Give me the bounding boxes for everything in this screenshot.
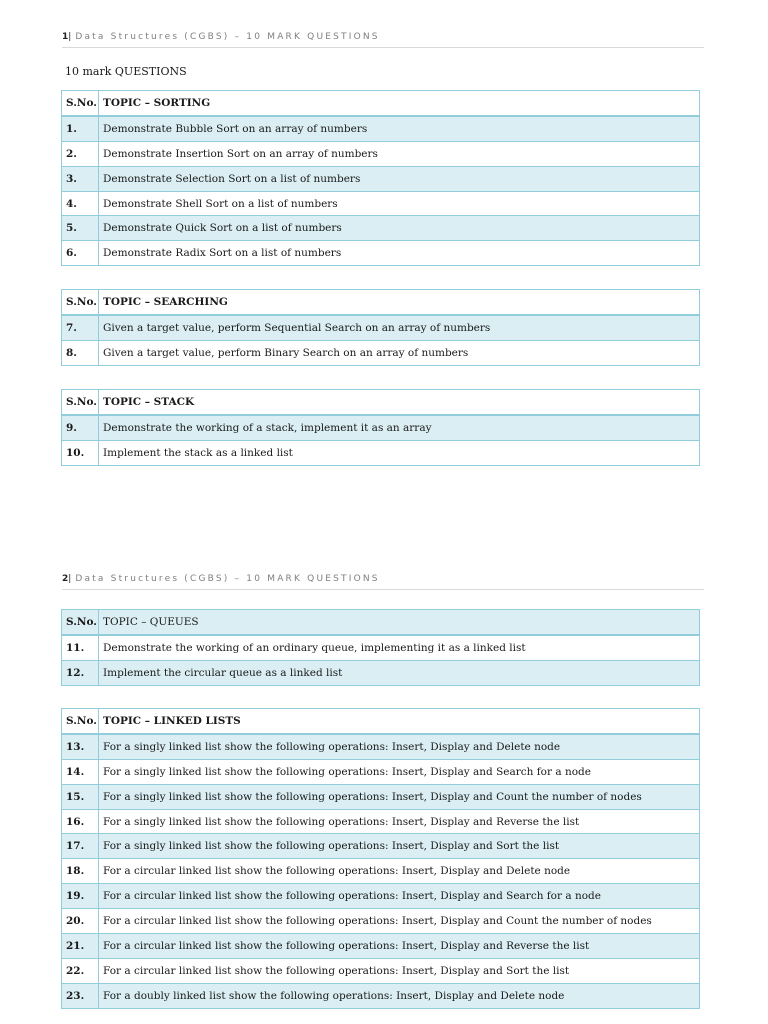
topic-header: TOPIC – LINKED LISTS <box>99 709 700 734</box>
table-row <box>62 660 700 685</box>
question-number: 4. <box>62 191 99 216</box>
header-title: Data Structures (CGBS) – 10 MARK QUESTIONS <box>75 574 380 584</box>
question-text: Demonstrate Shell Sort on a list of numbers <box>99 191 700 216</box>
topic-header: TOPIC – SEARCHING <box>99 290 700 315</box>
header-title: Data Structures (CGBS) – 10 MARK QUESTIONS <box>75 32 380 42</box>
linked-lists-table <box>61 708 700 1009</box>
question-number: 17. <box>62 834 99 859</box>
queues-table <box>61 609 700 686</box>
question-number: 19. <box>62 884 99 909</box>
table-row <box>62 859 700 884</box>
question-text: Implement the stack as a linked list <box>99 440 700 465</box>
question-number: 2. <box>62 141 99 166</box>
table-row <box>62 809 700 834</box>
question-number: 12. <box>62 660 99 685</box>
table-row <box>62 440 700 465</box>
table-header-row <box>62 709 700 734</box>
table-row <box>62 834 700 859</box>
question-number: 10. <box>62 440 99 465</box>
question-text: For a singly linked list show the following operations: Insert, Display and Sort the list <box>99 834 700 859</box>
question-text: Demonstrate Insertion Sort on an array of numbers <box>99 141 700 166</box>
question-number: 20. <box>62 909 99 934</box>
question-number: 8. <box>62 340 99 365</box>
question-number: 1. <box>62 116 99 141</box>
page-number: 1 <box>62 32 69 42</box>
question-text: For a circular linked list show the following operations: Insert, Display and Reverse the list <box>99 934 700 959</box>
question-number: 23. <box>62 983 99 1008</box>
table-row <box>62 340 700 365</box>
question-number: 15. <box>62 784 99 809</box>
table-header-row <box>62 290 700 315</box>
page-number: 2 <box>62 574 69 584</box>
intro-heading: 10 mark QUESTIONS <box>65 65 187 78</box>
table-row <box>62 241 700 266</box>
question-text: Demonstrate the working of an ordinary queue, implementing it as a linked list <box>99 635 700 660</box>
question-number: 13. <box>62 734 99 759</box>
question-text: For a singly linked list show the following operations: Insert, Display and Delete node <box>99 734 700 759</box>
sno-header: S.No. <box>62 709 99 734</box>
table-row <box>62 734 700 759</box>
topic-header: TOPIC – STACK <box>99 390 700 415</box>
question-number: 5. <box>62 216 99 241</box>
question-text: Demonstrate Bubble Sort on an array of numbers <box>99 116 700 141</box>
question-number: 7. <box>62 315 99 340</box>
table-row <box>62 958 700 983</box>
header-separator: | <box>68 32 72 42</box>
table-row <box>62 166 700 191</box>
question-text: For a circular linked list show the following operations: Insert, Display and Search for a node <box>99 884 700 909</box>
question-number: 18. <box>62 859 99 884</box>
table-row <box>62 415 700 440</box>
question-text: Demonstrate Radix Sort on a list of numbers <box>99 241 700 266</box>
question-number: 9. <box>62 415 99 440</box>
sno-header: S.No. <box>62 290 99 315</box>
question-text: For a singly linked list show the following operations: Insert, Display and Reverse the list <box>99 809 700 834</box>
question-text: For a singly linked list show the following operations: Insert, Display and Count the number of nodes <box>99 784 700 809</box>
question-text: Implement the circular queue as a linked list <box>99 660 700 685</box>
table-header-row <box>62 91 700 116</box>
table-row <box>62 909 700 934</box>
question-number: 14. <box>62 759 99 784</box>
sno-header: S.No. <box>62 610 99 635</box>
question-text: Given a target value, perform Binary Search on an array of numbers <box>99 340 700 365</box>
question-text: For a circular linked list show the following operations: Insert, Display and Sort the list <box>99 958 700 983</box>
table-row <box>62 141 700 166</box>
question-number: 11. <box>62 635 99 660</box>
page-header-2 <box>62 574 704 590</box>
question-number: 16. <box>62 809 99 834</box>
question-text: For a singly linked list show the following operations: Insert, Display and Search for a node <box>99 759 700 784</box>
table-header-row <box>62 390 700 415</box>
table-row <box>62 884 700 909</box>
question-text: Demonstrate Selection Sort on a list of numbers <box>99 166 700 191</box>
stack-table <box>61 389 700 466</box>
sorting-table <box>61 90 700 266</box>
table-row <box>62 191 700 216</box>
table-header-row <box>62 610 700 635</box>
table-row <box>62 784 700 809</box>
question-text: Demonstrate the working of a stack, implement it as an array <box>99 415 700 440</box>
question-number: 22. <box>62 958 99 983</box>
question-text: For a circular linked list show the following operations: Insert, Display and Delete node <box>99 859 700 884</box>
table-row <box>62 216 700 241</box>
page-header-1 <box>62 32 704 48</box>
table-row <box>62 635 700 660</box>
header-separator: | <box>68 574 72 584</box>
question-number: 21. <box>62 934 99 959</box>
question-text: For a circular linked list show the following operations: Insert, Display and Count the number of nodes <box>99 909 700 934</box>
table-row <box>62 759 700 784</box>
table-row <box>62 983 700 1008</box>
table-row <box>62 315 700 340</box>
question-text: For a doubly linked list show the following operations: Insert, Display and Delete node <box>99 983 700 1008</box>
question-number: 3. <box>62 166 99 191</box>
sno-header: S.No. <box>62 390 99 415</box>
question-text: Demonstrate Quick Sort on a list of numbers <box>99 216 700 241</box>
searching-table <box>61 289 700 366</box>
table-row <box>62 116 700 141</box>
question-number: 6. <box>62 241 99 266</box>
topic-header: TOPIC – SORTING <box>99 91 700 116</box>
table-row <box>62 934 700 959</box>
sno-header: S.No. <box>62 91 99 116</box>
question-text: Given a target value, perform Sequential Search on an array of numbers <box>99 315 700 340</box>
topic-header: TOPIC – QUEUES <box>99 610 700 635</box>
